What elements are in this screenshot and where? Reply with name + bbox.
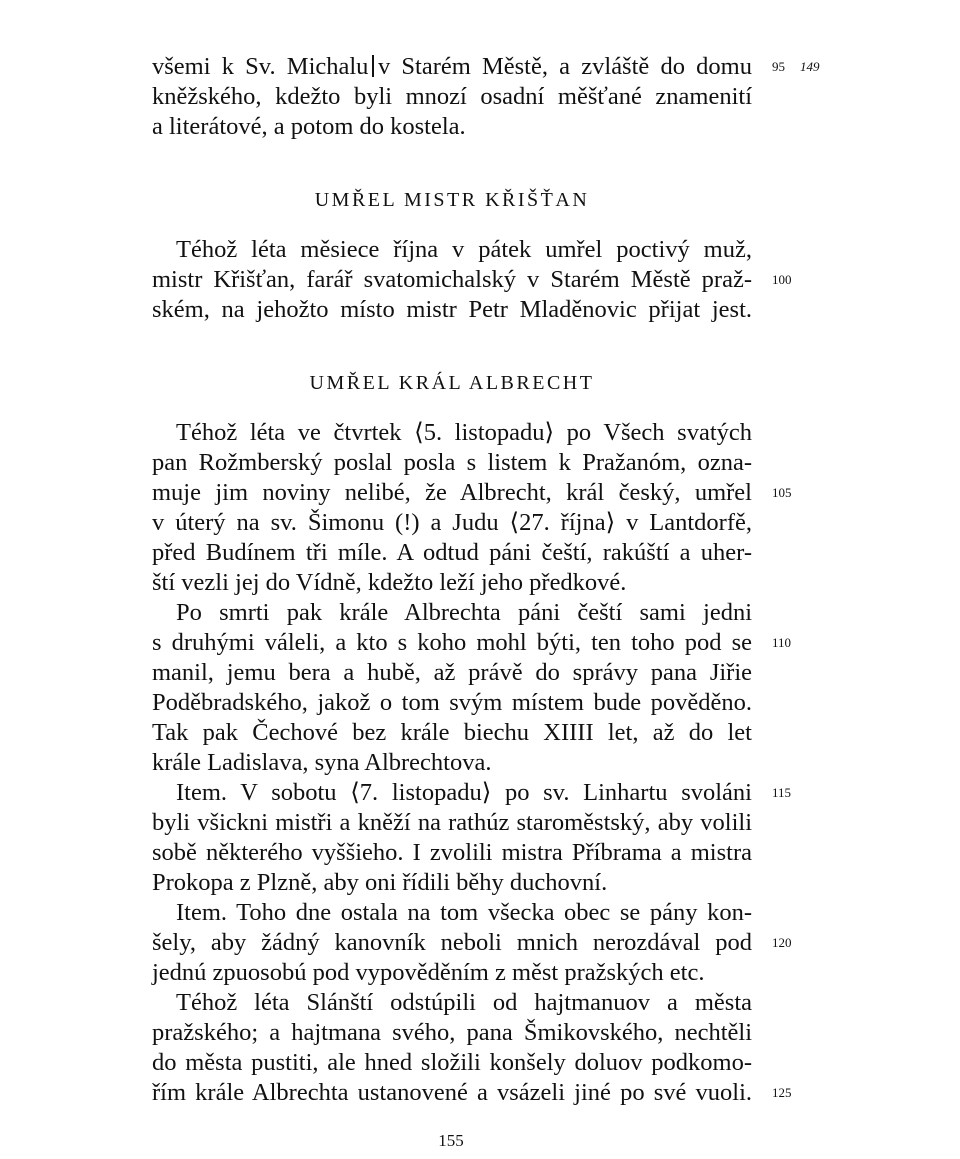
text-line: krále Ladislava, syna Albrechtova. — [152, 749, 492, 776]
section-heading: UMŘEL KRÁL ALBRECHT — [309, 372, 595, 394]
text-line: Prokopa z Plzně, aby oni řídili běhy duchovní. — [152, 869, 608, 896]
text-line: muje jim noviny nelibé, že Albrecht, král český, umřel — [152, 479, 752, 506]
margin-line-number: 95 — [772, 59, 785, 74]
margin-line-number: 120 — [772, 935, 792, 950]
text-line: pan Rožmberský poslal posla s listem k Pražanóm, ozna- — [152, 449, 752, 476]
text-line: Téhož léta měsiece října v pátek umřel poctivý muž, — [176, 236, 752, 263]
text-line: s druhými váleli, a kto s koho mohl býti, ten toho pod se — [152, 629, 752, 656]
text-line: manil, jemu bera a hubě, až právě do správy pana Jiřie — [152, 659, 752, 686]
text-line: v úterý na sv. Šimonu (!) a Judu ⟨27. října⟩ v Lantdorfě, — [152, 509, 752, 536]
text-line: řím krále Albrechta ustanovené a vsázeli jiné po své vuoli. — [152, 1079, 752, 1106]
text-segment: v Starém Městě, a zvláště do domu — [377, 53, 752, 80]
column-separator-mark — [372, 55, 374, 77]
section-heading: UMŘEL MISTR KŘIŠŤAN — [314, 189, 590, 211]
text-line: Item. Toho dne ostala na tom všecka obec se pány kon- — [176, 899, 752, 926]
margin-line-number: 115 — [772, 785, 792, 800]
text-line — [152, 52, 752, 82]
text-line: Tak pak Čechové bez krále biechu XIIII let, až do let — [152, 719, 752, 746]
text-line: pražského; a hajtmana svého, pana Šmikovského, nechtěli — [152, 1019, 752, 1046]
text-line: mistr Křišťan, farář svatomichalský v Starém Městě praž- — [152, 266, 752, 293]
text-line: před Budínem tři míle. A odtud páni čeští, rakúští a uher- — [152, 539, 752, 566]
text-line: Téhož léta Slánští odstúpili od hajtmanuov a města — [176, 989, 752, 1016]
text-line: Po smrti pak krále Albrechta páni čeští sami jedni — [176, 599, 752, 626]
margin-folio-reference: 149 — [800, 59, 820, 74]
text-line: Poděbradského, jakož o tom svým místem bude pověděno. — [152, 689, 752, 716]
text-line: kněžského, kdežto byli mnozí osadní měšťané znamenití — [152, 83, 752, 110]
text-line: Téhož léta ve čtvrtek ⟨5. listopadu⟩ po Všech svatých — [176, 419, 752, 446]
text-line: jednú zpuosobú pod vypověděním z měst pražských etc. — [152, 959, 705, 986]
text-segment: všemi k Sv. Michalu — [152, 53, 369, 80]
margin-line-number: 125 — [772, 1085, 792, 1100]
page-number: 155 — [438, 1131, 464, 1150]
text-line: a literátové, a potom do kostela. — [152, 113, 466, 140]
margin-line-number: 100 — [772, 272, 792, 287]
text-line: byli všickni mistři a kněží na rathúz staroměstský, aby volili — [152, 809, 752, 836]
text-line: do města pustiti, ale hned složili konšely doluov podkomo- — [152, 1049, 752, 1076]
text-line: šely, aby žádný kanovník neboli mnich nerozdával pod — [152, 929, 752, 956]
text-line: Item. V sobotu ⟨7. listopadu⟩ po sv. Linhartu svoláni — [176, 779, 752, 806]
text-line: sobě některého vyššieho. I zvolili mistra Příbrama a mistra — [152, 839, 752, 866]
margin-line-number: 110 — [772, 635, 792, 650]
text-line: ští vezli jej do Vídně, kdežto leží jeho předkové. — [152, 569, 627, 596]
margin-line-number: 105 — [772, 485, 792, 500]
text-line: ském, na jehožto místo mistr Petr Mladěnovic přijat jest. — [152, 296, 752, 323]
